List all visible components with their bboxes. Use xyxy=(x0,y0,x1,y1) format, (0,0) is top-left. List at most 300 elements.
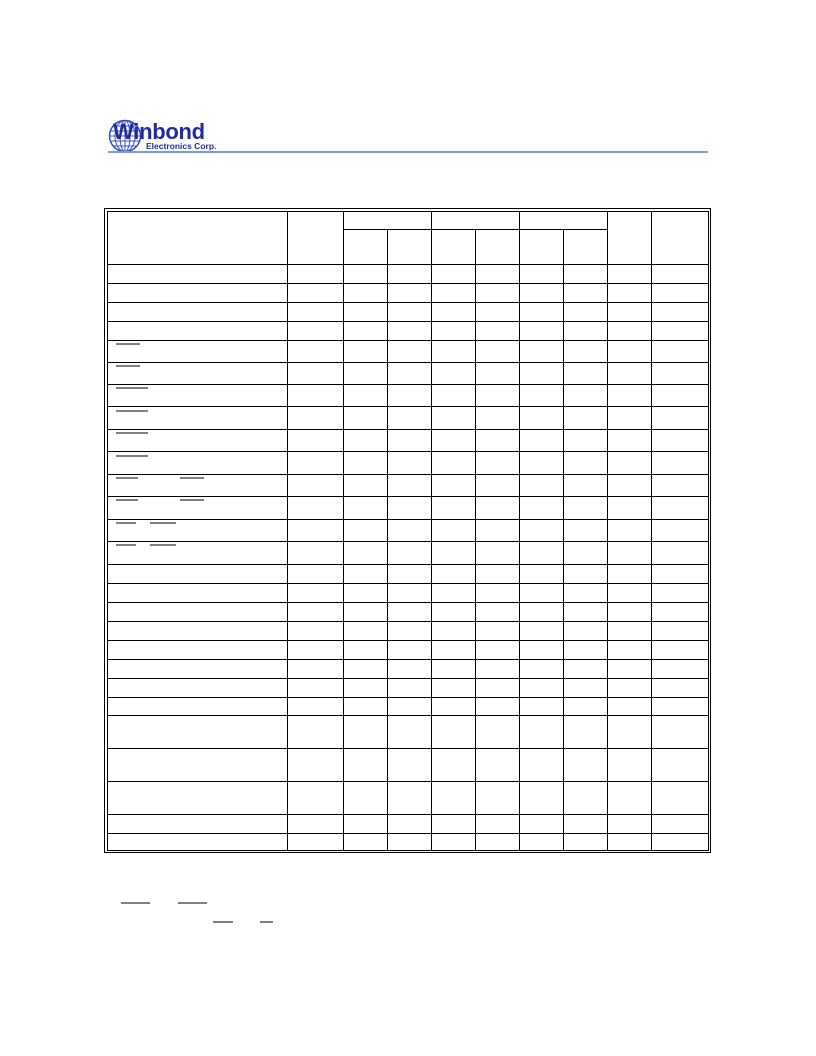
table-cell xyxy=(432,475,476,497)
table-cell xyxy=(344,407,388,430)
table-row xyxy=(108,452,709,475)
table-row xyxy=(108,542,709,565)
table-cell xyxy=(520,407,564,430)
table-cell xyxy=(520,322,564,341)
table-row xyxy=(108,265,709,284)
spec-table xyxy=(107,211,709,851)
table-cell xyxy=(344,363,388,385)
table-cell xyxy=(288,749,344,782)
table-cell xyxy=(476,584,520,603)
table-row xyxy=(108,603,709,622)
table-cell xyxy=(388,782,432,815)
table-row xyxy=(108,679,709,698)
table-row xyxy=(108,782,709,815)
table-cell xyxy=(520,698,564,716)
table-cell xyxy=(476,430,520,452)
table-cell xyxy=(564,407,608,430)
table-cell xyxy=(520,749,564,782)
table-row xyxy=(108,284,709,303)
table-cell xyxy=(288,698,344,716)
table-row xyxy=(108,584,709,603)
table-cell xyxy=(108,834,288,851)
table-cell xyxy=(288,542,344,565)
table-cell xyxy=(288,834,344,851)
table-cell xyxy=(388,497,432,520)
table-cell xyxy=(520,385,564,407)
table-cell xyxy=(608,749,652,782)
table-cell xyxy=(520,497,564,520)
table-cell xyxy=(652,679,709,698)
table-cell xyxy=(564,520,608,542)
table-cell xyxy=(476,385,520,407)
table-cell xyxy=(288,265,344,284)
table-cell xyxy=(520,542,564,565)
table-cell xyxy=(520,565,564,584)
table-row xyxy=(108,834,709,851)
table-cell xyxy=(388,660,432,679)
table-header-subcell xyxy=(564,230,608,265)
table-cell xyxy=(520,475,564,497)
table-cell xyxy=(476,749,520,782)
table-cell xyxy=(344,698,388,716)
table-cell xyxy=(564,815,608,834)
table-cell xyxy=(652,834,709,851)
table-cell xyxy=(388,520,432,542)
table-cell xyxy=(652,782,709,815)
table-cell xyxy=(108,584,288,603)
table-cell xyxy=(432,363,476,385)
table-cell xyxy=(108,341,288,363)
table-cell xyxy=(108,641,288,660)
table-cell xyxy=(520,452,564,475)
table-cell xyxy=(652,303,709,322)
table-cell xyxy=(520,782,564,815)
table-header-subcell xyxy=(476,230,520,265)
table-cell xyxy=(108,284,288,303)
table-cell xyxy=(476,716,520,749)
table-cell xyxy=(288,641,344,660)
table-cell xyxy=(388,385,432,407)
table-cell xyxy=(476,815,520,834)
table-cell xyxy=(288,452,344,475)
table-cell xyxy=(608,452,652,475)
table-cell xyxy=(608,407,652,430)
table-row xyxy=(108,497,709,520)
table-cell xyxy=(344,716,388,749)
table-row xyxy=(108,565,709,584)
table-cell xyxy=(652,284,709,303)
table-cell xyxy=(432,542,476,565)
table-cell xyxy=(108,407,288,430)
table-cell xyxy=(388,698,432,716)
table-cell xyxy=(564,475,608,497)
table-cell xyxy=(652,385,709,407)
table-cell xyxy=(388,834,432,851)
table-cell xyxy=(288,341,344,363)
table-row xyxy=(108,475,709,497)
table-cell xyxy=(520,341,564,363)
table-cell xyxy=(608,565,652,584)
table-header-group-cell xyxy=(344,212,432,230)
table-cell xyxy=(108,603,288,622)
table-cell xyxy=(476,265,520,284)
table-cell xyxy=(652,475,709,497)
table-cell xyxy=(652,815,709,834)
table-cell xyxy=(652,749,709,782)
table-header-subcell xyxy=(344,230,388,265)
table-cell xyxy=(432,497,476,520)
table-cell xyxy=(288,679,344,698)
table-cell xyxy=(388,565,432,584)
table-cell xyxy=(608,660,652,679)
table-cell xyxy=(388,542,432,565)
table-cell xyxy=(432,520,476,542)
table-cell xyxy=(564,497,608,520)
table-cell xyxy=(288,497,344,520)
table-cell xyxy=(288,716,344,749)
table-cell xyxy=(520,265,564,284)
table-cell xyxy=(108,660,288,679)
table-cell xyxy=(344,622,388,641)
table-cell xyxy=(432,322,476,341)
table-cell xyxy=(520,284,564,303)
table-cell xyxy=(564,385,608,407)
table-cell xyxy=(108,815,288,834)
table-cell xyxy=(388,363,432,385)
table-header-group-cell xyxy=(432,212,520,230)
table-cell xyxy=(564,452,608,475)
table-row xyxy=(108,622,709,641)
table-cell xyxy=(476,322,520,341)
table-cell xyxy=(652,584,709,603)
table-row xyxy=(108,749,709,782)
table-cell xyxy=(344,303,388,322)
table-cell xyxy=(344,542,388,565)
table-cell xyxy=(608,584,652,603)
table-cell xyxy=(520,641,564,660)
table-cell xyxy=(564,622,608,641)
table-cell xyxy=(288,385,344,407)
table-header-subcell xyxy=(432,230,476,265)
table-row xyxy=(108,407,709,430)
table-cell xyxy=(388,475,432,497)
table-cell xyxy=(432,749,476,782)
table-cell xyxy=(652,641,709,660)
table-cell xyxy=(108,303,288,322)
table-cell xyxy=(564,782,608,815)
table-cell xyxy=(344,565,388,584)
table-cell xyxy=(652,698,709,716)
table-cell xyxy=(652,322,709,341)
table-cell xyxy=(108,363,288,385)
table-cell xyxy=(344,284,388,303)
table-row xyxy=(108,303,709,322)
table-cell xyxy=(608,430,652,452)
table-cell xyxy=(288,815,344,834)
table-cell xyxy=(476,341,520,363)
table-cell xyxy=(608,834,652,851)
table-cell xyxy=(520,584,564,603)
table-cell xyxy=(608,815,652,834)
table-cell xyxy=(476,622,520,641)
table-cell xyxy=(608,698,652,716)
table-cell xyxy=(520,679,564,698)
table-cell xyxy=(344,265,388,284)
table-cell xyxy=(476,660,520,679)
table-cell xyxy=(476,363,520,385)
table-cell xyxy=(108,716,288,749)
table-cell xyxy=(432,679,476,698)
table-cell xyxy=(288,322,344,341)
table-cell xyxy=(608,322,652,341)
table-cell xyxy=(564,341,608,363)
table-cell xyxy=(564,603,608,622)
table-cell xyxy=(520,603,564,622)
table-cell xyxy=(608,641,652,660)
table-cell xyxy=(108,698,288,716)
table-cell xyxy=(608,341,652,363)
table-cell xyxy=(288,584,344,603)
table-cell xyxy=(288,284,344,303)
table-cell xyxy=(652,622,709,641)
table-cell xyxy=(388,749,432,782)
table-cell xyxy=(388,716,432,749)
table-cell xyxy=(520,815,564,834)
table-header-row xyxy=(108,212,709,230)
table-cell xyxy=(108,475,288,497)
table-cell xyxy=(108,385,288,407)
table-cell xyxy=(344,834,388,851)
table-cell xyxy=(344,430,388,452)
table-cell xyxy=(432,622,476,641)
table-cell xyxy=(432,641,476,660)
table-header-cell xyxy=(608,212,652,265)
table-cell xyxy=(608,782,652,815)
table-cell xyxy=(608,265,652,284)
table-row xyxy=(108,716,709,749)
table-cell xyxy=(564,679,608,698)
table-cell xyxy=(432,452,476,475)
table-cell xyxy=(564,265,608,284)
table-cell xyxy=(520,303,564,322)
table-cell xyxy=(344,322,388,341)
table-row xyxy=(108,322,709,341)
table-cell xyxy=(388,322,432,341)
table-cell xyxy=(476,452,520,475)
table-cell xyxy=(652,497,709,520)
table-cell xyxy=(344,603,388,622)
table-cell xyxy=(432,603,476,622)
table-cell xyxy=(432,385,476,407)
table-cell xyxy=(432,584,476,603)
table-row xyxy=(108,430,709,452)
table-cell xyxy=(288,565,344,584)
winbond-logo xyxy=(106,118,217,154)
table-cell xyxy=(652,430,709,452)
table-cell xyxy=(652,660,709,679)
table-cell xyxy=(344,641,388,660)
table-cell xyxy=(608,716,652,749)
logo-subtitle-text: Electronics Corp. xyxy=(146,141,217,151)
table-cell xyxy=(608,679,652,698)
table-cell xyxy=(108,265,288,284)
table-cell xyxy=(432,716,476,749)
table-header-cell xyxy=(288,212,344,265)
table-cell xyxy=(476,641,520,660)
table-cell xyxy=(432,341,476,363)
table-cell xyxy=(564,322,608,341)
table-cell xyxy=(388,430,432,452)
table-cell xyxy=(608,303,652,322)
table-cell xyxy=(288,363,344,385)
table-cell xyxy=(652,363,709,385)
table-cell xyxy=(476,520,520,542)
table-cell xyxy=(388,679,432,698)
table-cell xyxy=(652,407,709,430)
table-cell xyxy=(432,265,476,284)
table-cell xyxy=(388,622,432,641)
table-cell xyxy=(520,622,564,641)
table-cell xyxy=(652,520,709,542)
table-cell xyxy=(388,641,432,660)
table-cell xyxy=(476,679,520,698)
spec-table-frame xyxy=(104,208,711,853)
table-cell xyxy=(476,834,520,851)
table-row xyxy=(108,698,709,716)
table-cell xyxy=(608,603,652,622)
table-cell xyxy=(108,542,288,565)
table-cell xyxy=(520,716,564,749)
table-cell xyxy=(564,565,608,584)
table-cell xyxy=(564,584,608,603)
table-cell xyxy=(476,284,520,303)
table-cell xyxy=(608,363,652,385)
table-header-cell xyxy=(652,212,709,265)
logo-brand-text: Winbond xyxy=(113,119,205,144)
table-cell xyxy=(108,565,288,584)
table-cell xyxy=(476,698,520,716)
table-cell xyxy=(652,565,709,584)
table-cell xyxy=(344,385,388,407)
table-cell xyxy=(108,430,288,452)
table-cell xyxy=(476,407,520,430)
table-cell xyxy=(288,603,344,622)
table-cell xyxy=(476,565,520,584)
table-cell xyxy=(388,303,432,322)
table-row xyxy=(108,641,709,660)
table-cell xyxy=(564,749,608,782)
table-cell xyxy=(432,834,476,851)
table-header-cell xyxy=(108,212,288,265)
table-cell xyxy=(388,815,432,834)
table-cell xyxy=(288,782,344,815)
table-cell xyxy=(608,497,652,520)
table-cell xyxy=(520,363,564,385)
table-cell xyxy=(388,603,432,622)
table-cell xyxy=(388,452,432,475)
table-cell xyxy=(344,475,388,497)
table-cell xyxy=(476,603,520,622)
table-row xyxy=(108,363,709,385)
table-row xyxy=(108,815,709,834)
table-cell xyxy=(344,782,388,815)
table-cell xyxy=(520,520,564,542)
table-cell xyxy=(608,475,652,497)
table-cell xyxy=(432,782,476,815)
table-row xyxy=(108,660,709,679)
table-cell xyxy=(432,565,476,584)
table-cell xyxy=(388,284,432,303)
table-cell xyxy=(652,542,709,565)
table-cell xyxy=(608,542,652,565)
table-cell xyxy=(108,322,288,341)
table-cell xyxy=(288,430,344,452)
table-cell xyxy=(344,679,388,698)
table-header-subcell xyxy=(388,230,432,265)
table-cell xyxy=(564,363,608,385)
table-cell xyxy=(476,475,520,497)
table-cell xyxy=(288,622,344,641)
table-cell xyxy=(344,520,388,542)
table-cell xyxy=(476,542,520,565)
table-cell xyxy=(652,716,709,749)
table-cell xyxy=(108,679,288,698)
table-cell xyxy=(344,660,388,679)
table-cell xyxy=(652,341,709,363)
table-cell xyxy=(432,303,476,322)
table-cell xyxy=(520,430,564,452)
table-cell xyxy=(608,284,652,303)
table-cell xyxy=(108,782,288,815)
table-cell xyxy=(432,407,476,430)
table-cell xyxy=(432,660,476,679)
table-cell xyxy=(652,452,709,475)
table-cell xyxy=(652,265,709,284)
table-cell xyxy=(344,341,388,363)
table-cell xyxy=(288,407,344,430)
table-cell xyxy=(288,475,344,497)
table-row xyxy=(108,520,709,542)
table-cell xyxy=(564,303,608,322)
table-cell xyxy=(108,749,288,782)
table-cell xyxy=(608,520,652,542)
table-cell xyxy=(564,716,608,749)
table-cell xyxy=(564,834,608,851)
table-cell xyxy=(564,641,608,660)
table-cell xyxy=(388,584,432,603)
table-cell xyxy=(344,815,388,834)
table-cell xyxy=(344,452,388,475)
table-header-group-cell xyxy=(520,212,608,230)
table-cell xyxy=(608,385,652,407)
table-cell xyxy=(432,698,476,716)
table-cell xyxy=(432,815,476,834)
table-cell xyxy=(520,834,564,851)
table-cell xyxy=(476,497,520,520)
table-cell xyxy=(564,698,608,716)
table-cell xyxy=(388,265,432,284)
header-rule xyxy=(108,151,708,153)
table-cell xyxy=(564,284,608,303)
table-cell xyxy=(432,284,476,303)
table-cell xyxy=(564,430,608,452)
table-row xyxy=(108,385,709,407)
table-cell xyxy=(108,497,288,520)
table-cell xyxy=(288,520,344,542)
table-row xyxy=(108,341,709,363)
table-cell xyxy=(476,303,520,322)
table-cell xyxy=(564,542,608,565)
